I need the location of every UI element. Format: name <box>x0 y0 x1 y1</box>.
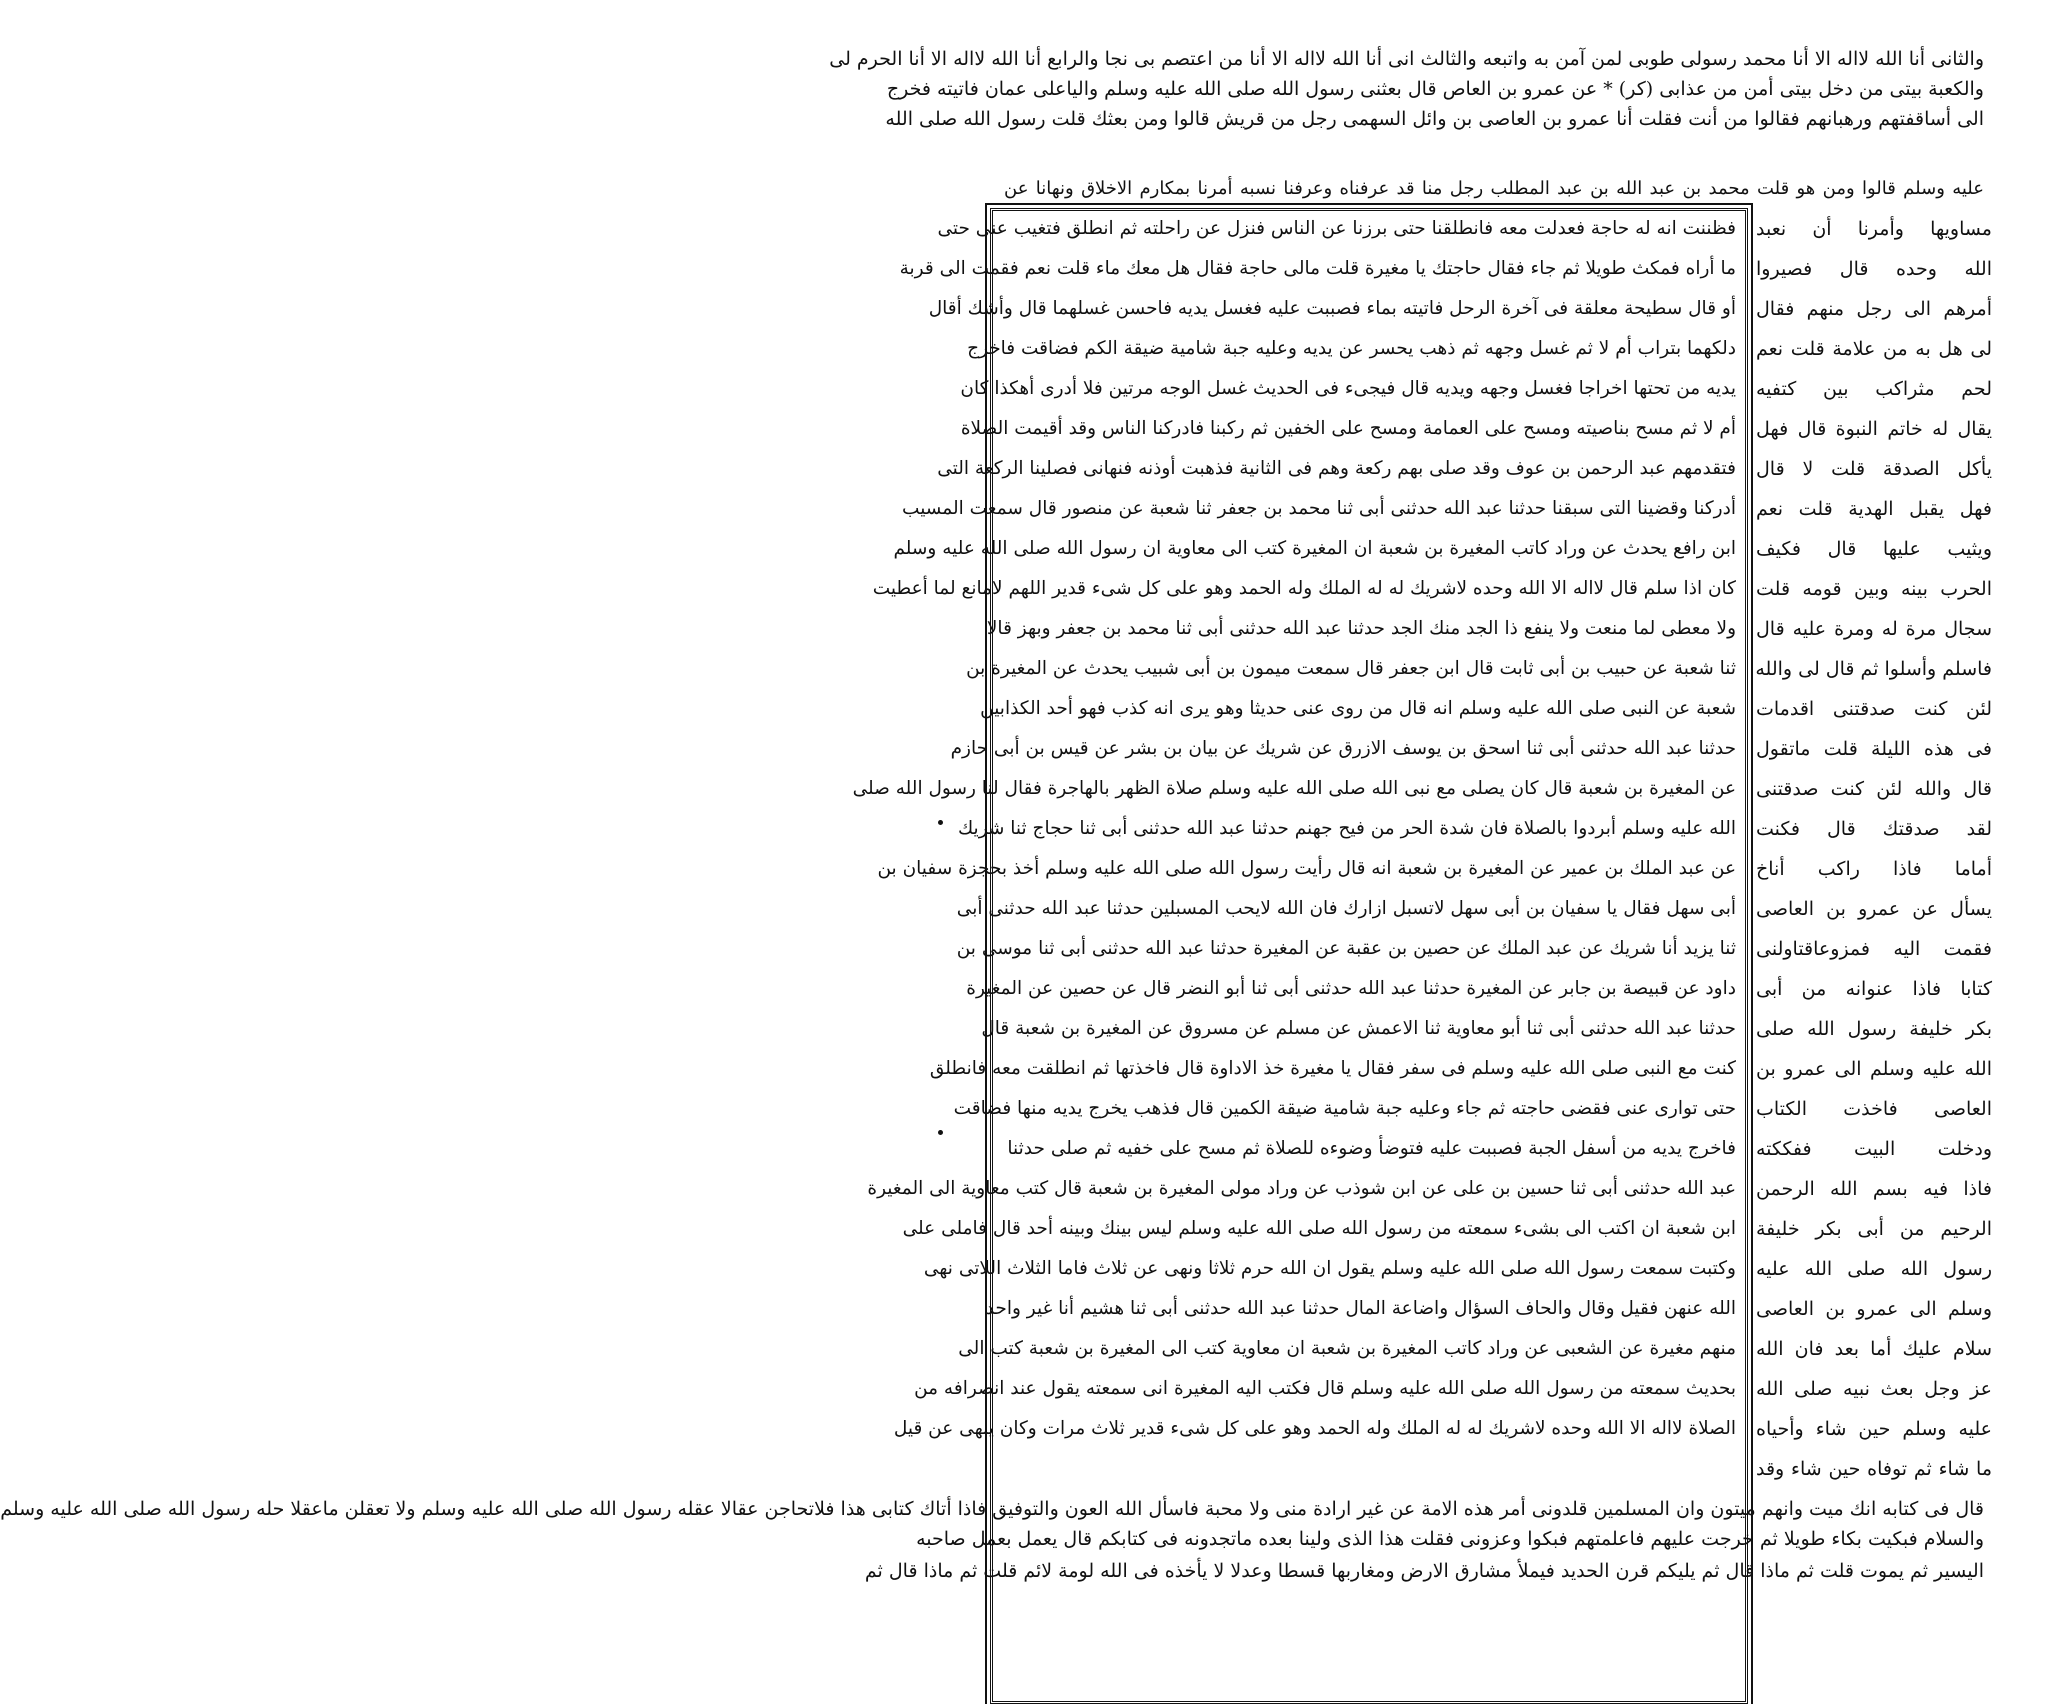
margin-line: عز وجل بعث نبيه صلى الله <box>1756 1378 1992 1400</box>
hadith-line: عن عبد الملك بن عمير عن المغيرة بن شعبة انه قال رأيت رسول الله صلى الله عليه وسلم أخذ بحجزة سفيان بن <box>877 858 1736 879</box>
hadith-line: فظننت انه له حاجة فعدلت معه فانطلقنا حتى برزنا عن الناس فنزل عن راحلته ثم انطلق فتغيب عنى حتى <box>937 218 1736 239</box>
margin-line: عليه وسلم حين شاء وأحياه <box>1756 1418 1992 1440</box>
top-line-2: والكعبة بيتى من دخل بيتى أمن من عذابى (كر) * عن عمرو بن العاص قال بعثنى رسول الله صلى الله عليه وسلم والياعلى عمان فاتيته فخرج <box>886 78 1984 100</box>
hadith-line: داود عن قبيصة بن جابر عن المغيرة حدثنا عبد الله حدثنى أبى ثنا أبو النضر قال عن حصين عن المغيرة <box>966 978 1736 999</box>
margin-line: لحم مثراكب بين كتفيه <box>1756 378 1992 400</box>
margin-line: ودخلت البيت ففككته <box>1756 1138 1992 1160</box>
hadith-line: أو قال سطيحة معلقة فى آخرة الرحل فاتيته بماء فصببت عليه فغسل يديه فاحسن غسلهما قال وأشك أقال <box>928 298 1736 319</box>
margin-line: ويثيب عليها قال فكيف <box>1756 538 1992 560</box>
margin-line: فاسلم وأسلوا ثم قال لى والله <box>1755 658 1992 680</box>
top-line-4: عليه وسلم قالوا ومن هو قلت محمد بن عبد الله بن عبد المطلب رجل منا قد عرفناه وعرفنا نسبه أمرنا بمكارم الاخلاق ونهانا عن <box>1004 178 1984 199</box>
margin-line: رسول الله صلى الله عليه <box>1756 1258 1992 1280</box>
bottom-line-1: قال فى كتابه انك ميت وانهم ميتون وان المسلمين قلدونى أمر هذه الامة عن غير ارادة منى ولا محبة فاسأل الله العون والتوفيق فاذا أتاك كتابى هذا فلاتحاجن عقالا عقله رسول الله صلى الله عليه وسلم ولا تعقلن ماعقلا حله رسول الله صلى الله عليه وسلم <box>0 1498 1984 1520</box>
hadith-line: الصلاة لااله الا الله وحده لاشريك له له الملك وله الحمد وهو على كل شىء قدير ثلاث مرات وكان ينهى عن قيل <box>893 1418 1736 1439</box>
hadith-line: ولا معطى لما منعت ولا ينفع ذا الجد منك الجد حدثنا عبد الله حدثنى أبى ثنا محمد بن جعفر وبهز قالا <box>986 618 1736 639</box>
hadith-line: حتى توارى عنى فقضى حاجته ثم جاء وعليه جبة شامية ضيقة الكمين قال فذهب يخرج يديه منها فضاقت <box>953 1098 1736 1119</box>
top-line-1: والثانى أنا الله لااله الا أنا محمد رسولى طوبى لمن آمن به واتبعه والثالث انى أنا الله لااله الا أنا من اعتصم بى نجا والرابع أنا الله لااله الا أنا الحرم لى <box>829 48 1984 70</box>
hadith-line: وكتبت سمعت رسول الله صلى الله عليه وسلم يقول ان الله حرم ثلاثا ونهى عن ثلاث فاما الثلاث اللاتى نهى <box>923 1258 1736 1279</box>
margin-mark <box>938 1130 943 1135</box>
bottom-line-2: والسلام فبكيت بكاء طويلا ثم خرجت عليهم فاعلمتهم فبكوا وعزونى فقلت هذا الذى ولينا بعده ماتجدونه فى كتابكم قال يعمل بعمل صاحبه <box>916 1528 1984 1550</box>
hadith-line: منهم مغيرة عن الشعبى عن وراد كاتب المغيرة بن شعبة ان معاوية كتب الى المغيرة بن شعبة كتب الى <box>958 1338 1736 1359</box>
hadith-line: شعبة عن النبى صلى الله عليه وسلم انه قال من روى عنى حديثا وهو يرى انه كذب فهو أحد الكذابين <box>980 698 1736 719</box>
hadith-line: ثنا يزيد أنا شريك عن عبد الملك عن حصين بن عقبة عن المغيرة حدثنا عبد الله حدثنى أبى ثنا موسى بن <box>956 938 1736 959</box>
margin-line: الرحيم من أبى بكر خليفة <box>1756 1218 1992 1240</box>
hadith-line: أم لا ثم مسح بناصيته ومسح على العمامة ومسح على الخفين ثم ركبنا فادركنا الناس وقد أقيمت الصلاة <box>960 418 1736 439</box>
hadith-line: أدركنا وقضينا التى سبقنا حدثنا عبد الله حدثنى أبى ثنا محمد بن جعفر ثنا شعبة عن منصور قال سمعت المسيب <box>902 498 1736 519</box>
top-line-3: الى أساقفتهم ورهبانهم فقالوا من أنت فقلت أنا عمرو بن العاصى بن وائل السهمى رجل من قريش قالوا ومن بعثك قلت رسول الله صلى الله <box>885 108 1984 130</box>
hadith-line: حدثنا عبد الله حدثنى أبى ثنا اسحق بن يوسف الازرق عن شريك عن بيان بن بشر عن قيس بن أبى حازم <box>950 738 1736 759</box>
margin-line: فهل يقبل الهدية قلت نعم <box>1756 498 1992 520</box>
margin-line: سلام عليك أما بعد فان الله <box>1756 1338 1992 1360</box>
margin-line: لقد صدقتك قال فكنت <box>1756 818 1992 840</box>
margin-line: العاصى فاخذت الكتاب <box>1756 1098 1992 1120</box>
margin-line: أماما فاذا راكب أناخ <box>1756 858 1992 880</box>
hadith-line: ثنا شعبة عن حبيب بن أبى ثابت قال ابن جعفر قال سمعت ميمون بن أبى شبيب يحدث عن المغيرة بن <box>966 658 1736 679</box>
margin-line: الحرب بينه وبين قومه قلت <box>1756 578 1992 600</box>
margin-line: يسأل عن عمرو بن العاصى <box>1756 898 1992 920</box>
bottom-line-3: اليسير ثم يموت قلت ثم ماذا قال ثم يليكم قرن الحديد فيملأ مشارق الارض ومغاربها قسطا وعدلا لا يأخذه فى الله لومة لائم قلت ثم ماذا قال ثم <box>864 1560 1984 1582</box>
margin-mark <box>938 820 943 825</box>
margin-line: قال والله لئن كنت صدقتنى <box>1756 778 1992 800</box>
margin-line: بكر خليفة رسول الله صلى <box>1756 1018 1992 1040</box>
hadith-line: يديه من تحتها اخراجا فغسل وجهه ويديه قال فيجىء فى الحديث غسل الوجه مرتين فلا أدرى أهكذا كان <box>960 378 1736 399</box>
margin-line: فاذا فيه بسم الله الرحمن <box>1756 1178 1992 1200</box>
margin-line: وسلم الى عمرو بن العاصى <box>1756 1298 1992 1320</box>
margin-line: فى هذه الليلة قلت ماتقول <box>1756 738 1992 760</box>
margin-line: سجال مرة له ومرة عليه قال <box>1756 618 1992 640</box>
hadith-line: ما أراه فمكث طويلا ثم جاء فقال حاجتك يا مغيرة قلت مالى حاجة فقال هل معك ماء قلت نعم فقمت الى قربة <box>899 258 1736 279</box>
hadith-line: فاخرج يديه من أسفل الجبة فصببت عليه فتوضأ وضوءه للصلاة ثم مسح على خفيه ثم صلى حدثنا <box>1007 1138 1736 1159</box>
margin-line: الله عليه وسلم الى عمرو بن <box>1756 1058 1992 1080</box>
margin-line: يقال له خاتم النبوة قال فهل <box>1756 418 1992 440</box>
hadith-line: حدثنا عبد الله حدثنى أبى ثنا أبو معاوية ثنا الاعمش عن مسلم عن مسروق عن المغيرة بن شعبة قال <box>981 1018 1736 1039</box>
hadith-line: عبد الله حدثنى أبى ثنا حسين بن على عن ابن شوذب عن وراد مولى المغيرة بن شعبة قال كتب معاوية الى المغيرة <box>867 1178 1736 1199</box>
margin-line: يأكل الصدقة قلت لا قال <box>1756 458 1992 480</box>
hadith-line: عن المغيرة بن شعبة قال كان يصلى مع نبى الله صلى الله عليه وسلم صلاة الظهر بالهاجرة فقال لنا رسول الله صلى <box>852 778 1736 799</box>
margin-line: مساويها وأمرنا أن نعبد <box>1756 218 1992 240</box>
margin-line: فقمت اليه فمزوعاقتاولنى <box>1756 938 1992 960</box>
margin-line: لى هل به من علامة قلت نعم <box>1756 338 1992 360</box>
hadith-line: دلكهما بتراب أم لا ثم غسل وجهه ثم ذهب يحسر عن يديه وعليه جبة شامية ضيقة الكم فضاقت فاخرج <box>967 338 1736 359</box>
margin-line: كتابا فاذا عنوانه من أبى <box>1756 978 1992 1000</box>
margin-line: ما شاء ثم توفاه حين شاء وقد <box>1756 1458 1992 1480</box>
hadith-line: الله عنهن فقيل وقال والحاف السؤال واضاعة المال حدثنا عبد الله حدثنى أبى ثنا هشيم أنا غير واحد <box>985 1298 1736 1319</box>
hadith-line: كنت مع النبى صلى الله عليه وسلم فى سفر فقال يا مغيرة خذ الاداوة قال فاخذتها ثم انطلقت معه فانطلق <box>929 1058 1736 1079</box>
hadith-line: ابن شعبة ان اكتب الى بشىء سمعته من رسول الله صلى الله عليه وسلم ليس بينك وبينه أحد قال فاملى على <box>902 1218 1736 1239</box>
margin-line: الله وحده قال فصيروا <box>1756 258 1992 280</box>
margin-line: لئن كنت صدقتنى اقدمات <box>1756 698 1992 720</box>
hadith-line: بحديث سمعته من رسول الله صلى الله عليه وسلم قال فكتب اليه المغيرة انى سمعته يقول عند انصرافه من <box>914 1378 1736 1399</box>
hadith-line: فتقدمهم عبد الرحمن بن عوف وقد صلى بهم ركعة وهم فى الثانية فذهبت أوذنه فنهانى فصلينا الركعة التى <box>937 458 1736 479</box>
hadith-line: الله عليه وسلم أبردوا بالصلاة فان شدة الحر من فيح جهنم حدثنا عبد الله حدثنى أبى ثنا حجاج ثنا شريك <box>957 818 1736 839</box>
hadith-line: ابن رافع يحدث عن وراد كاتب المغيرة بن شعبة ان المغيرة كتب الى معاوية ان رسول الله صلى الله عليه وسلم <box>893 538 1736 559</box>
hadith-line: كان اذا سلم قال لااله الا الله وحده لاشريك له له الملك وله الحمد وهو على كل شىء قدير اللهم لامانع لما أعطيت <box>872 578 1736 599</box>
hadith-line: أبى سهل فقال يا سفيان بن أبى سهل لاتسبل ازارك فان الله لايحب المسبلين حدثنا عبد الله حدثنى أبى <box>956 898 1736 919</box>
margin-line: أمرهم الى رجل منهم فقال <box>1756 298 1992 320</box>
